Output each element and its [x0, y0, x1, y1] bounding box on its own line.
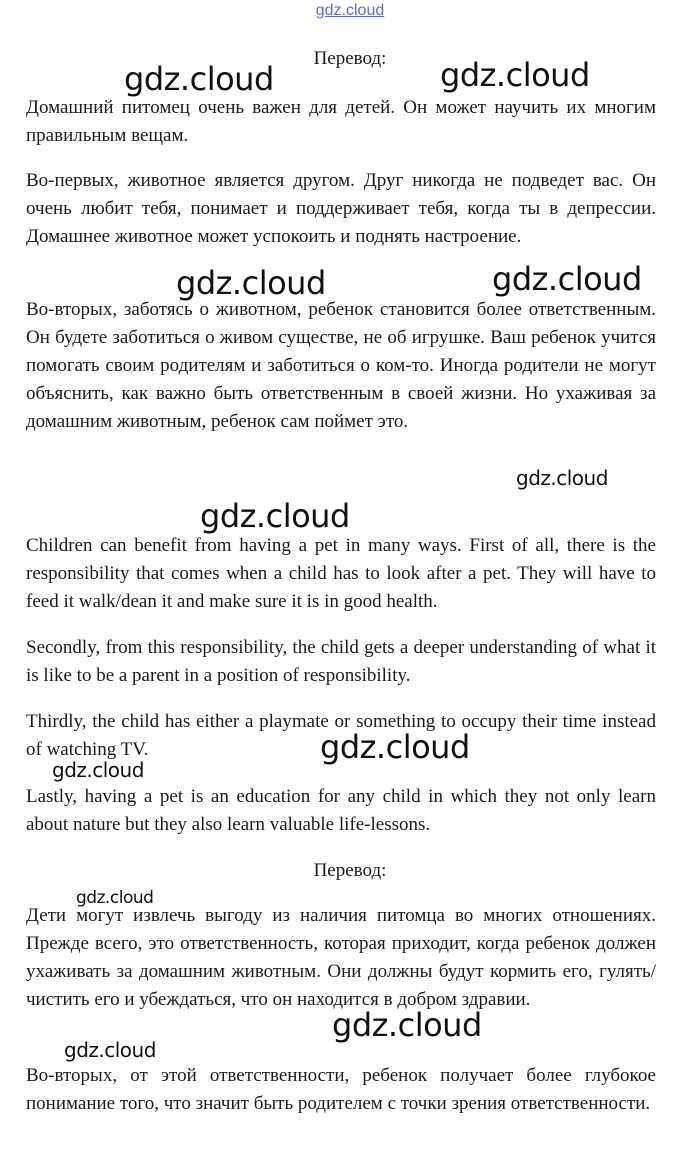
site-link[interactable]: gdz.cloud	[315, 2, 385, 19]
paragraph-ru-1: Домашний питомец очень важен для детей. Он может научить их многим правильным вещам.	[26, 97, 656, 146]
watermark: gdz.cloud	[516, 466, 608, 490]
paragraph-ru-4: Дети могут извлечь выгоду из наличия питомца во многих отношениях. Прежде всего, это ответственность, которая приходит, когда ребенок должен ухаживать за домашним животным. Они должны будут кормить его, гулять/чистить его и убеждаться, что он находится в добром здравии.	[26, 905, 656, 1010]
section-heading-translation-1: Перевод:	[313, 48, 387, 69]
paragraph-ru-3: Во-вторых, заботясь о животном, ребенок становится более ответственным. Он будете заботиться о живом существе, не об игрушке. Ваш ребенок учится помогать своим родителям и заботиться о ком-то. Иногда родители не могут объяснить, как важно быть ответственным в своей жизни. Но ухаживая за домашним животным, ребенок сам поймет это.	[26, 299, 656, 432]
paragraph-en-1: Children can benefit from having a pet in many ways. First of all, there is the responsibility that comes when a child has to look after a pet. They will have to feed it walk/dean it and make sure it is in good health.	[26, 535, 656, 612]
paragraph-ru-5: Во-вторых, от этой ответственности, ребенок получает более глубокое понимание того, что значит быть родителем с точки зрения ответственности.	[26, 1065, 656, 1114]
watermark: gdz.cloud	[176, 264, 326, 302]
paragraph-en-2: Secondly, from this responsibility, the child gets a deeper understanding of what it is like to be a parent in a position of responsibility.	[26, 637, 656, 686]
section-heading-translation-2: Перевод:	[313, 860, 387, 881]
watermark: gdz.cloud	[492, 260, 642, 298]
watermark: gdz.cloud	[64, 1038, 156, 1062]
paragraph-ru-2: Во-первых, животное является другом. Друг никогда не подведет вас. Он очень любит тебя, понимает и поддерживает тебя, когда ты в депрессии. Домашнее животное может успокоить и поднять настроение.	[26, 170, 656, 247]
watermark: gdz.cloud	[440, 56, 590, 94]
watermark: gdz.cloud	[200, 497, 350, 535]
watermark: gdz.cloud	[76, 888, 154, 908]
watermark: gdz.cloud	[332, 1006, 482, 1044]
paragraph-en-3: Thirdly, the child has either a playmate or something to occupy their time instead of watching TV.	[26, 711, 656, 760]
watermark: gdz.cloud	[52, 758, 144, 782]
watermark: gdz.cloud	[124, 60, 274, 98]
paragraph-en-4: Lastly, having a pet is an education for any child in which they not only learn about nature but they also learn valuable life-lessons.	[26, 786, 656, 835]
watermark: gdz.cloud	[320, 728, 470, 766]
